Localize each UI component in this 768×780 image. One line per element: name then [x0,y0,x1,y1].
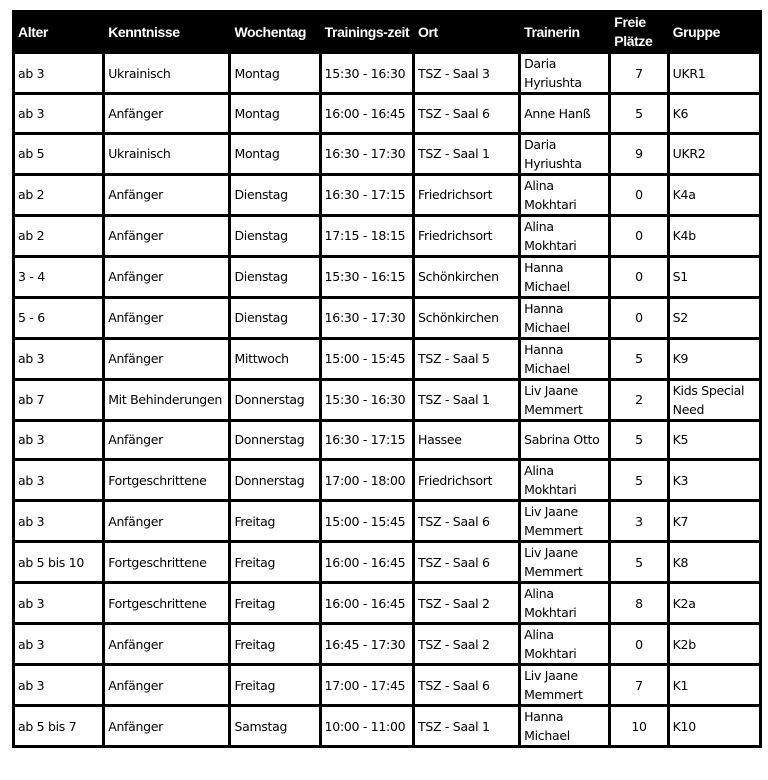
cell-freie-plaetze: 2 [610,379,668,420]
cell-trainingszeit: 15:00 - 15:45 [320,501,413,542]
table-row [14,665,761,706]
cell-trainerin [520,420,610,460]
cell-gruppe [668,133,760,174]
cell-gruppe-line1: S1 [672,269,688,285]
cell-trainerin-line1: Liv Jaane [524,504,578,520]
cell-wochentag: Freitag [230,542,320,583]
cell-trainerin-line1: Liv Jaane [524,382,578,398]
cell-ort: TSZ - Saal 3 [414,53,520,94]
cell-ort: Hassee [414,420,520,460]
cell-trainingszeit: 16:30 - 17:30 [320,297,413,338]
cell-ort: Schönkirchen [414,297,520,338]
cell-kenntnisse: Anfänger [104,215,230,256]
cell-alter: 5 - 6 [14,297,104,338]
header-freie-line1: Freie [614,14,646,30]
cell-gruppe [668,297,760,338]
cell-trainerin-line1: Alina [524,627,554,643]
cell-trainingszeit: 17:15 - 18:15 [320,215,413,256]
cell-trainerin-line2: Mokhtari [524,605,577,621]
table-row [14,460,761,501]
cell-freie-plaetze: 7 [610,53,668,94]
table-row [14,256,761,297]
cell-ort: TSZ - Saal 2 [414,583,520,624]
cell-gruppe-line1: K1 [672,677,689,693]
cell-trainerin-line1: Daria [524,56,557,71]
cell-ort: Friedrichsort [414,215,520,256]
cell-trainingszeit: 15:30 - 16:30 [320,53,413,94]
cell-trainerin [520,706,610,747]
cell-kenntnisse: Ukrainisch [104,53,230,94]
table-row [14,297,761,338]
header-freie-plaetze [610,12,668,53]
cell-kenntnisse: Anfänger [104,665,230,706]
cell-wochentag: Freitag [230,665,320,706]
header-alter: Alter [14,12,104,53]
cell-freie-plaetze: 0 [610,174,668,215]
cell-kenntnisse: Fortgeschrittene [104,460,230,501]
cell-freie-plaetze: 0 [610,215,668,256]
header-gruppe: Gruppe [668,12,760,53]
cell-wochentag: Donnerstag [230,420,320,460]
cell-gruppe [668,624,760,665]
cell-alter: ab 2 [14,215,104,256]
cell-trainerin [520,256,610,297]
cell-gruppe-line1: K2b [672,636,696,652]
cell-wochentag: Samstag [230,706,320,747]
cell-gruppe [668,94,760,134]
cell-wochentag: Dienstag [230,215,320,256]
cell-wochentag: Montag [230,133,320,174]
cell-ort: TSZ - Saal 6 [414,542,520,583]
cell-kenntnisse: Anfänger [104,174,230,215]
cell-trainerin-line2: Hyriushta [524,75,582,90]
cell-trainerin-line1: Daria [524,136,557,152]
table-header [14,12,761,53]
cell-kenntnisse: Fortgeschrittene [104,542,230,583]
cell-gruppe [668,53,760,94]
cell-freie-plaetze: 7 [610,665,668,706]
cell-freie-plaetze: 0 [610,297,668,338]
cell-gruppe-line1: K4b [672,228,696,244]
cell-freie-plaetze: 9 [610,133,668,174]
cell-trainerin-line1: Hanna [524,341,564,357]
cell-gruppe-line1: Kids Special [672,382,745,398]
cell-trainerin [520,133,610,174]
cell-ort: TSZ - Saal 6 [414,665,520,706]
cell-ort: TSZ - Saal 2 [414,624,520,665]
cell-trainerin [520,174,610,215]
cell-trainerin-line1: Alina [524,586,554,602]
cell-ort: Friedrichsort [414,174,520,215]
cell-freie-plaetze: 0 [610,624,668,665]
cell-wochentag: Freitag [230,624,320,665]
cell-gruppe-line1: K5 [672,432,689,448]
table-row [14,174,761,215]
cell-wochentag: Donnerstag [230,460,320,501]
cell-gruppe [668,542,760,583]
cell-gruppe [668,338,760,379]
cell-trainerin-line2: Michael [524,319,570,335]
cell-alter: ab 3 [14,94,104,134]
table-row [14,706,761,747]
cell-gruppe-line1: S2 [672,310,688,326]
cell-trainerin [520,665,610,706]
table-row [14,133,761,174]
cell-wochentag: Donnerstag [230,379,320,420]
cell-trainerin-line1: Anne Hanß [524,105,591,121]
cell-ort: Friedrichsort [414,460,520,501]
cell-wochentag: Freitag [230,501,320,542]
cell-freie-plaetze: 0 [610,256,668,297]
cell-alter: ab 5 bis 7 [14,706,104,747]
cell-alter: ab 3 [14,53,104,94]
cell-trainingszeit: 16:30 - 17:30 [320,133,413,174]
cell-freie-plaetze: 5 [610,338,668,379]
cell-freie-plaetze: 5 [610,94,668,134]
table-row [14,420,761,460]
cell-gruppe [668,174,760,215]
cell-gruppe [668,501,760,542]
cell-alter: ab 5 bis 10 [14,542,104,583]
cell-gruppe-line1: UKR2 [672,146,706,162]
cell-trainerin-line2: Memmert [524,401,583,417]
cell-wochentag: Dienstag [230,297,320,338]
cell-trainerin-line1: Hanna [524,300,564,316]
cell-trainerin [520,460,610,501]
table-row [14,53,761,94]
cell-trainerin-line2: Hyriushta [524,155,582,171]
cell-alter: 3 - 4 [14,256,104,297]
cell-trainerin-line1: Hanna [524,259,564,275]
header-trainingszeit: Trainings-zeit [320,12,413,53]
cell-gruppe [668,460,760,501]
cell-ort: TSZ - Saal 1 [414,706,520,747]
cell-trainerin-line2: Michael [524,278,570,294]
cell-freie-plaetze: 8 [610,583,668,624]
cell-kenntnisse: Anfänger [104,338,230,379]
cell-kenntnisse: Ukrainisch [104,133,230,174]
cell-ort: TSZ - Saal 5 [414,338,520,379]
cell-ort: TSZ - Saal 1 [414,379,520,420]
header-row [14,12,761,53]
cell-ort: Schönkirchen [414,256,520,297]
cell-trainerin [520,53,610,94]
cell-trainerin-line2: Mokhtari [524,646,577,662]
header-wochentag: Wochentag [230,12,320,53]
cell-trainingszeit: 16:45 - 17:30 [320,624,413,665]
cell-alter: ab 3 [14,665,104,706]
cell-trainerin-line2: Mokhtari [524,196,577,212]
training-schedule-table [12,10,762,748]
cell-ort: TSZ - Saal 1 [414,133,520,174]
cell-wochentag: Mittwoch [230,338,320,379]
cell-alter: ab 2 [14,174,104,215]
cell-gruppe-line1: K4a [672,187,696,203]
cell-trainerin [520,338,610,379]
cell-kenntnisse: Mit Behinderungen [104,379,230,420]
cell-trainingszeit: 15:30 - 16:15 [320,256,413,297]
cell-kenntnisse: Anfänger [104,624,230,665]
cell-trainerin-line1: Alina [524,177,554,193]
cell-alter: ab 3 [14,338,104,379]
cell-gruppe [668,215,760,256]
cell-trainerin-line1: Liv Jaane [524,668,578,684]
cell-trainerin [520,624,610,665]
cell-alter: ab 7 [14,379,104,420]
table-row [14,215,761,256]
cell-gruppe [668,420,760,460]
cell-alter: ab 3 [14,583,104,624]
cell-trainingszeit: 16:00 - 16:45 [320,542,413,583]
cell-kenntnisse: Anfänger [104,256,230,297]
cell-trainerin-line1: Alina [524,218,554,234]
table-row [14,338,761,379]
cell-trainingszeit: 16:30 - 17:15 [320,174,413,215]
cell-gruppe [668,583,760,624]
cell-trainerin [520,215,610,256]
cell-freie-plaetze: 10 [610,706,668,747]
cell-trainerin-line1: Hanna [524,709,564,725]
cell-trainingszeit: 15:00 - 15:45 [320,338,413,379]
cell-wochentag: Montag [230,94,320,134]
cell-ort: TSZ - Saal 6 [414,501,520,542]
table-row [14,94,761,134]
cell-kenntnisse: Fortgeschrittene [104,583,230,624]
cell-wochentag: Freitag [230,583,320,624]
cell-trainerin-line2: Memmert [524,523,583,539]
header-freie-line2: Plätze [614,33,653,49]
table-row [14,501,761,542]
cell-trainerin-line2: Memmert [524,687,583,703]
cell-trainerin-line2: Michael [524,728,570,744]
cell-trainerin-line2: Mokhtari [524,237,577,253]
cell-gruppe-line1: K7 [672,513,689,529]
cell-trainerin-line2: Memmert [524,564,583,580]
cell-trainerin [520,542,610,583]
cell-wochentag: Dienstag [230,256,320,297]
cell-trainingszeit: 10:00 - 11:00 [320,706,413,747]
table-row [14,542,761,583]
cell-wochentag: Montag [230,53,320,94]
cell-kenntnisse: Anfänger [104,94,230,134]
table-row [14,583,761,624]
cell-alter: ab 3 [14,460,104,501]
cell-trainingszeit: 15:30 - 16:30 [320,379,413,420]
cell-trainerin-line1: Sabrina Otto [524,432,600,448]
cell-gruppe [668,256,760,297]
cell-kenntnisse: Anfänger [104,297,230,338]
cell-freie-plaetze: 5 [610,542,668,583]
cell-gruppe [668,706,760,747]
cell-trainerin [520,583,610,624]
cell-gruppe [668,665,760,706]
cell-trainingszeit: 17:00 - 18:00 [320,460,413,501]
cell-ort: TSZ - Saal 6 [414,94,520,134]
cell-gruppe-line1: K9 [672,351,689,367]
cell-trainingszeit: 16:00 - 16:45 [320,583,413,624]
header-ort: Ort [414,12,520,53]
cell-gruppe [668,379,760,420]
cell-alter: ab 3 [14,624,104,665]
cell-trainingszeit: 16:30 - 17:15 [320,420,413,460]
cell-freie-plaetze: 5 [610,420,668,460]
cell-gruppe-line1: UKR1 [672,65,706,81]
cell-freie-plaetze: 3 [610,501,668,542]
cell-kenntnisse: Anfänger [104,501,230,542]
cell-trainerin [520,94,610,134]
cell-gruppe-line2: Need [672,401,705,417]
cell-trainerin-line2: Michael [524,360,570,376]
header-kenntnisse: Kenntnisse [104,12,230,53]
cell-trainerin-line1: Alina [524,463,554,479]
cell-trainingszeit: 16:00 - 16:45 [320,94,413,134]
cell-trainingszeit: 17:00 - 17:45 [320,665,413,706]
cell-gruppe-line1: K10 [672,718,696,734]
cell-trainerin-line1: Liv Jaane [524,545,578,561]
cell-alter: ab 3 [14,420,104,460]
cell-trainerin [520,297,610,338]
cell-gruppe-line1: K2a [672,595,696,611]
table-row [14,624,761,665]
cell-trainerin [520,379,610,420]
cell-gruppe-line1: K3 [672,472,689,488]
header-trainerin: Trainerin [520,12,610,53]
cell-freie-plaetze: 5 [610,460,668,501]
cell-alter: ab 3 [14,501,104,542]
cell-trainerin-line2: Mokhtari [524,482,577,498]
cell-alter: ab 5 [14,133,104,174]
cell-gruppe-line1: K8 [672,554,689,570]
cell-kenntnisse: Anfänger [104,706,230,747]
cell-gruppe-line1: K6 [672,105,689,121]
cell-trainerin [520,501,610,542]
cell-wochentag: Dienstag [230,174,320,215]
cell-kenntnisse: Anfänger [104,420,230,460]
table-body [14,53,761,747]
table-row [14,379,761,420]
